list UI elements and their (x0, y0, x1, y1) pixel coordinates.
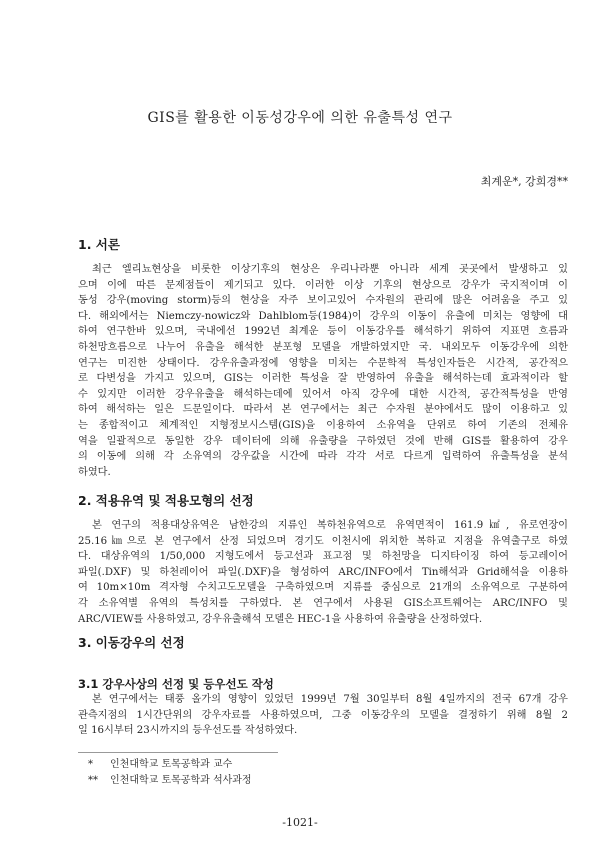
text-line: 으며 이에 따른 문제점들이 제기되고 있다. 이러한 이상 기후의 현상으로 강우가 국지적이며 이 (78, 279, 568, 291)
text-line: 로 다변성을 가지고 있으며, GIS는 이러한 특성을 잘 반영하여 유출을 해석하는데 효과적이라 할 (78, 373, 568, 385)
paragraph-rainfall-event (78, 692, 568, 739)
text-line: ARC/VIEW를 사용하였고, 강우유출해석 모델은 HEC-1을 사용하여 유출량을 산정하였다. (78, 613, 483, 625)
footnote-divider (78, 752, 278, 753)
footnote-mark: ** (88, 775, 98, 786)
text-line: 하여 해석하는 일은 드문일이다. 따라서 본 연구에서는 최근 수자원 분야에서도 많이 이용하고 있 (78, 404, 568, 416)
text-line: 다. 대상유역의 1/50,000 지형도에서 등고선과 표고점 및 하천망을 디지타이징 하여 등고레이어 (78, 551, 568, 563)
text-line: 하였다. (78, 466, 111, 478)
page-number: -1021- (282, 816, 318, 829)
text-line: 연구는 미진한 상태이다. 강우유출과정에 영향을 미치는 수문학적 특성인자들은 시간적, 공간적으 (78, 357, 568, 369)
section-heading-study-area: 2. 적용유역 및 적용모형의 선정 (78, 493, 254, 508)
text-line: 본 연구에서는 태풍 올가의 영향이 있었던 1999년 7월 30일부터 8월 4일까지의 전국 67개 강우 (92, 694, 568, 705)
text-line: 여 10m×10m 격자형 수치고도모델을 구축하였으며 지류를 중심으로 21개의 소유역으로 구분하여 (78, 582, 568, 594)
footnotes (88, 757, 252, 789)
text-line: 각 소유역별 유역의 특성치를 구하였다. 본 연구에서 사용된 GIS소프트웨어는 ARC/INFO 및 (78, 597, 568, 609)
text-line: 역을 일괄적으로 동일한 강우 데이터에 의해 유출량을 구하였던 것에 반해 GIS를 활용하여 강우 (78, 435, 568, 447)
text-line: 파일(.DXF) 및 하천레이어 파일(.DXF)을 형성하여 ARC/INFO에서 Tin해석과 Grid해석을 이용하 (78, 566, 568, 578)
text-line: 의 이동에 의해 각 소유역의 강우값을 시간에 따라 각각 서로 다르게 입력하여 유출특성을 분석 (78, 451, 568, 463)
footnote-mark: * (88, 759, 93, 770)
section-heading-moving-storm: 3. 이동강우의 선정 (78, 635, 185, 650)
text-line: 다. 해외에서는 Niemczy-nowicz와 Dahlblom등(1984)이 강우의 이동이 유출에 미치는 영향에 대 (78, 310, 568, 322)
text-line: 일 16시부터 23시까지의 등우선도를 작성하였다. (78, 725, 298, 737)
text-line: 25.16㎞으로 본 연구에서 산정 되었으며 경기도 이천시에 위치한 복하교 지점을 유역출구로 하였 (78, 535, 568, 547)
section-heading-introduction: 1. 서론 (78, 237, 120, 252)
footnote-text: 인천대학교 토목공학과 교수 (110, 759, 233, 770)
text-line: 본 연구의 적용대상유역은 남한강의 지류인 복하천유역으로 유역면적이 161.9㎢, 유로연장이 (92, 520, 568, 531)
paper-title: GIS를 활용한 이동성강우에 의한 유출특성 연구 (147, 110, 453, 126)
text-line: 수 있지만 이러한 강우유출을 해석하는데에 있어서 아직 강우에 대한 시간적, 공간적특성을 반영 (78, 388, 568, 400)
text-line: 하천망흐름으로 나누어 유출을 해석한 분포형 모델을 개발하였지만 국. 내외모두 이동강우에 의한 (78, 341, 568, 353)
footnote-item (88, 773, 252, 789)
footnote-item (88, 757, 252, 773)
footnote-text: 인천대학교 토목공학과 석사과정 (110, 775, 252, 786)
paragraph-study-area (78, 518, 568, 627)
text-line: 동성 강우(moving storm)등의 현상을 자주 보이고있어 수자원의 관리에 많은 어려움을 주고 있 (78, 295, 568, 307)
text-line: 는 종합적이고 체계적인 지형정보시스템(GIS)을 이용하여 소유역을 단위로 하여 기존의 전체유 (78, 419, 568, 431)
text-line: 하여 연구한바 있으며, 국내에선 1992년 최계운 등이 이동강우를 해석하기 위하여 지표면 흐름과 (78, 326, 568, 338)
subsection-heading-rainfall-event: 3.1 강우사상의 선정 및 등우선도 작성 (78, 677, 274, 691)
paragraph-introduction (78, 262, 568, 480)
author-line: 최계운*, 강희경** (480, 175, 568, 188)
text-line: 관측지점의 1시간단위의 강우자료를 사용하였으며, 그중 이동강우의 모델을 결정하기 위해 8월 2 (78, 709, 568, 721)
text-line: 최근 엘리뇨현상을 비롯한 이상기후의 현상은 우리나라뿐 아니라 세계 곳곳에서 발생하고 있 (92, 264, 568, 275)
